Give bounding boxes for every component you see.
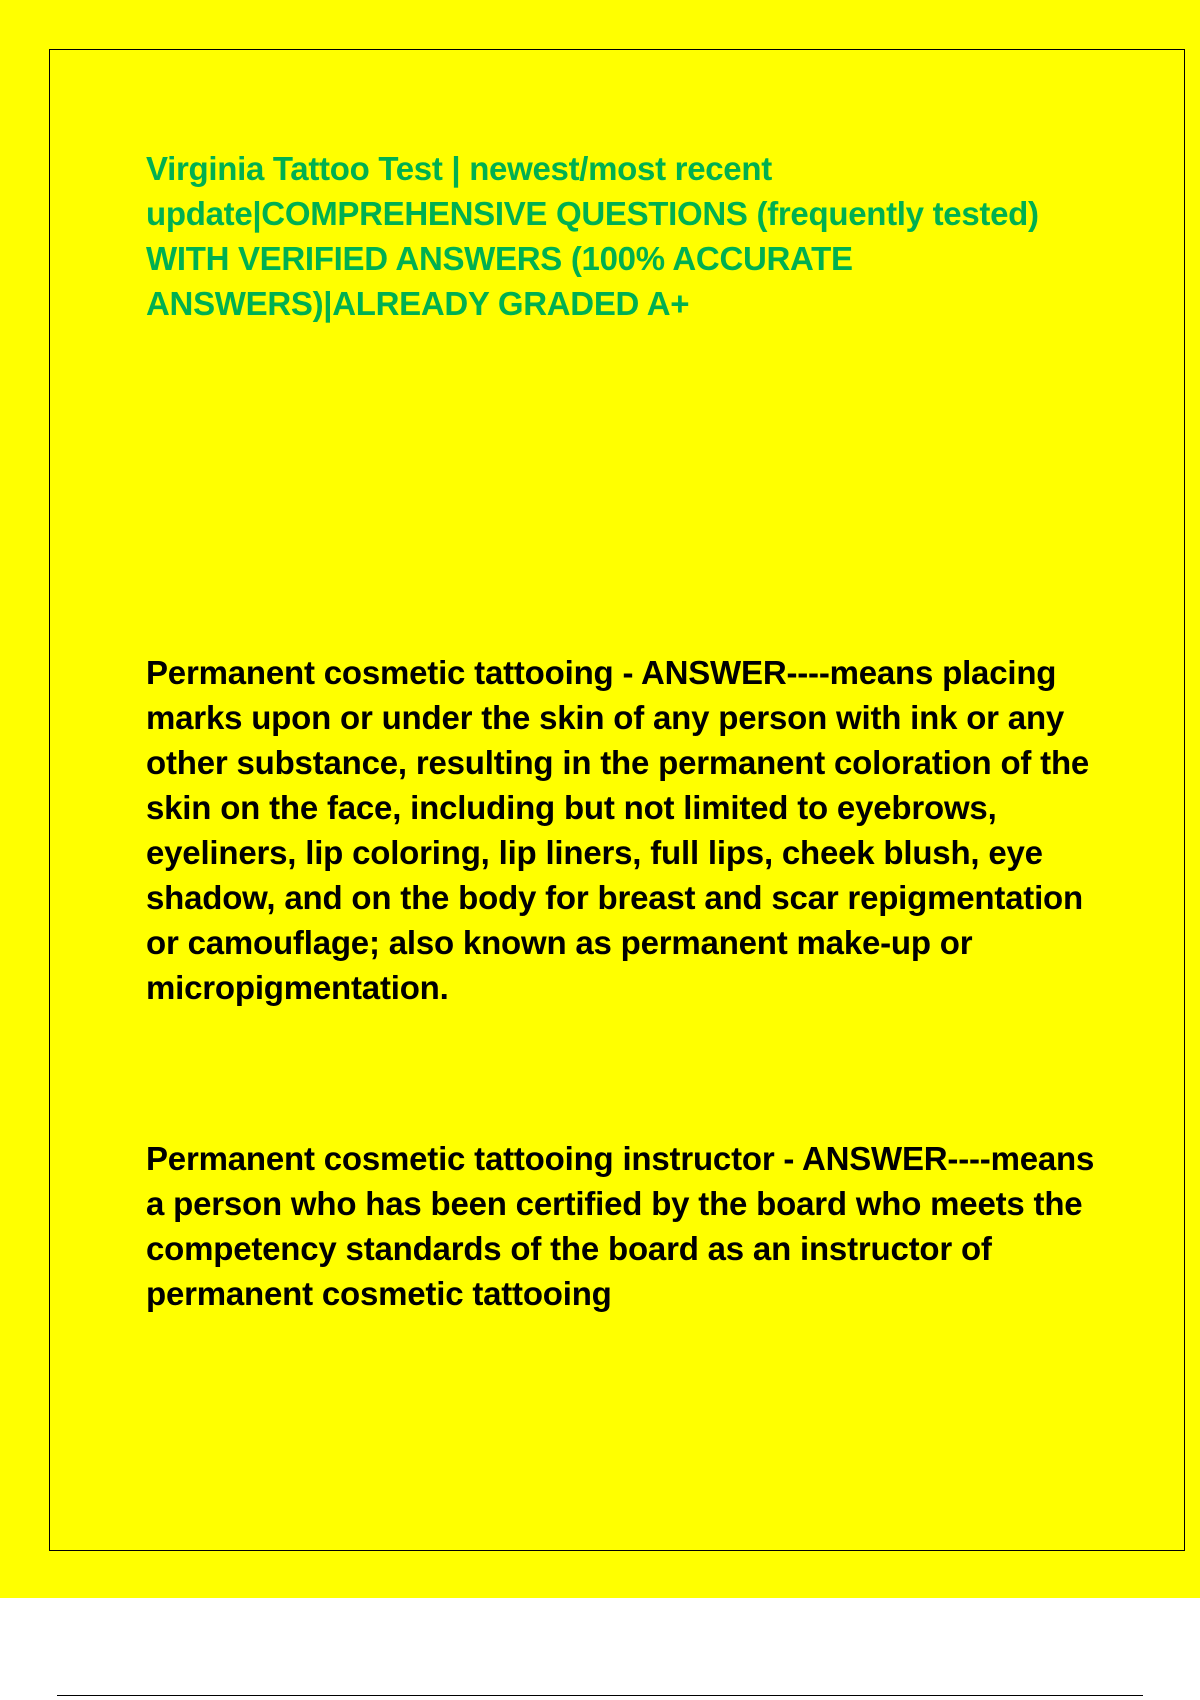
qa-entry-cosmetic-tattooing-instructor: Permanent cosmetic tattooing instructor - ANSWER----means a person who has been certified by the board who meets the competency standards of the board as an instructor of permanent cosmetic tattooing (146, 1140, 1095, 1312)
qa-entry-cosmetic-tattooing: Permanent cosmetic tattooing - ANSWER----means placing marks upon or under the skin of any person with ink or any other substance, resulting in the permanent coloration of the skin on the face, including but not limited to eyebrows, eyeliners, lip coloring, lip liners, full lips, cheek blush, eye shadow, and on the body for breast and scar repigmentation or camouflage; also known as permanent make-up or micropigmentation. (146, 654, 1090, 1006)
footer-divider (57, 1695, 1143, 1696)
document-title: Virginia Tattoo Test | newest/most recent update|COMPREHENSIVE QUESTIONS (frequently tested) WITH VERIFIED ANSWERS (100% ACCURATE ANSWERS)|ALREADY GRADED A+ (146, 150, 1039, 322)
